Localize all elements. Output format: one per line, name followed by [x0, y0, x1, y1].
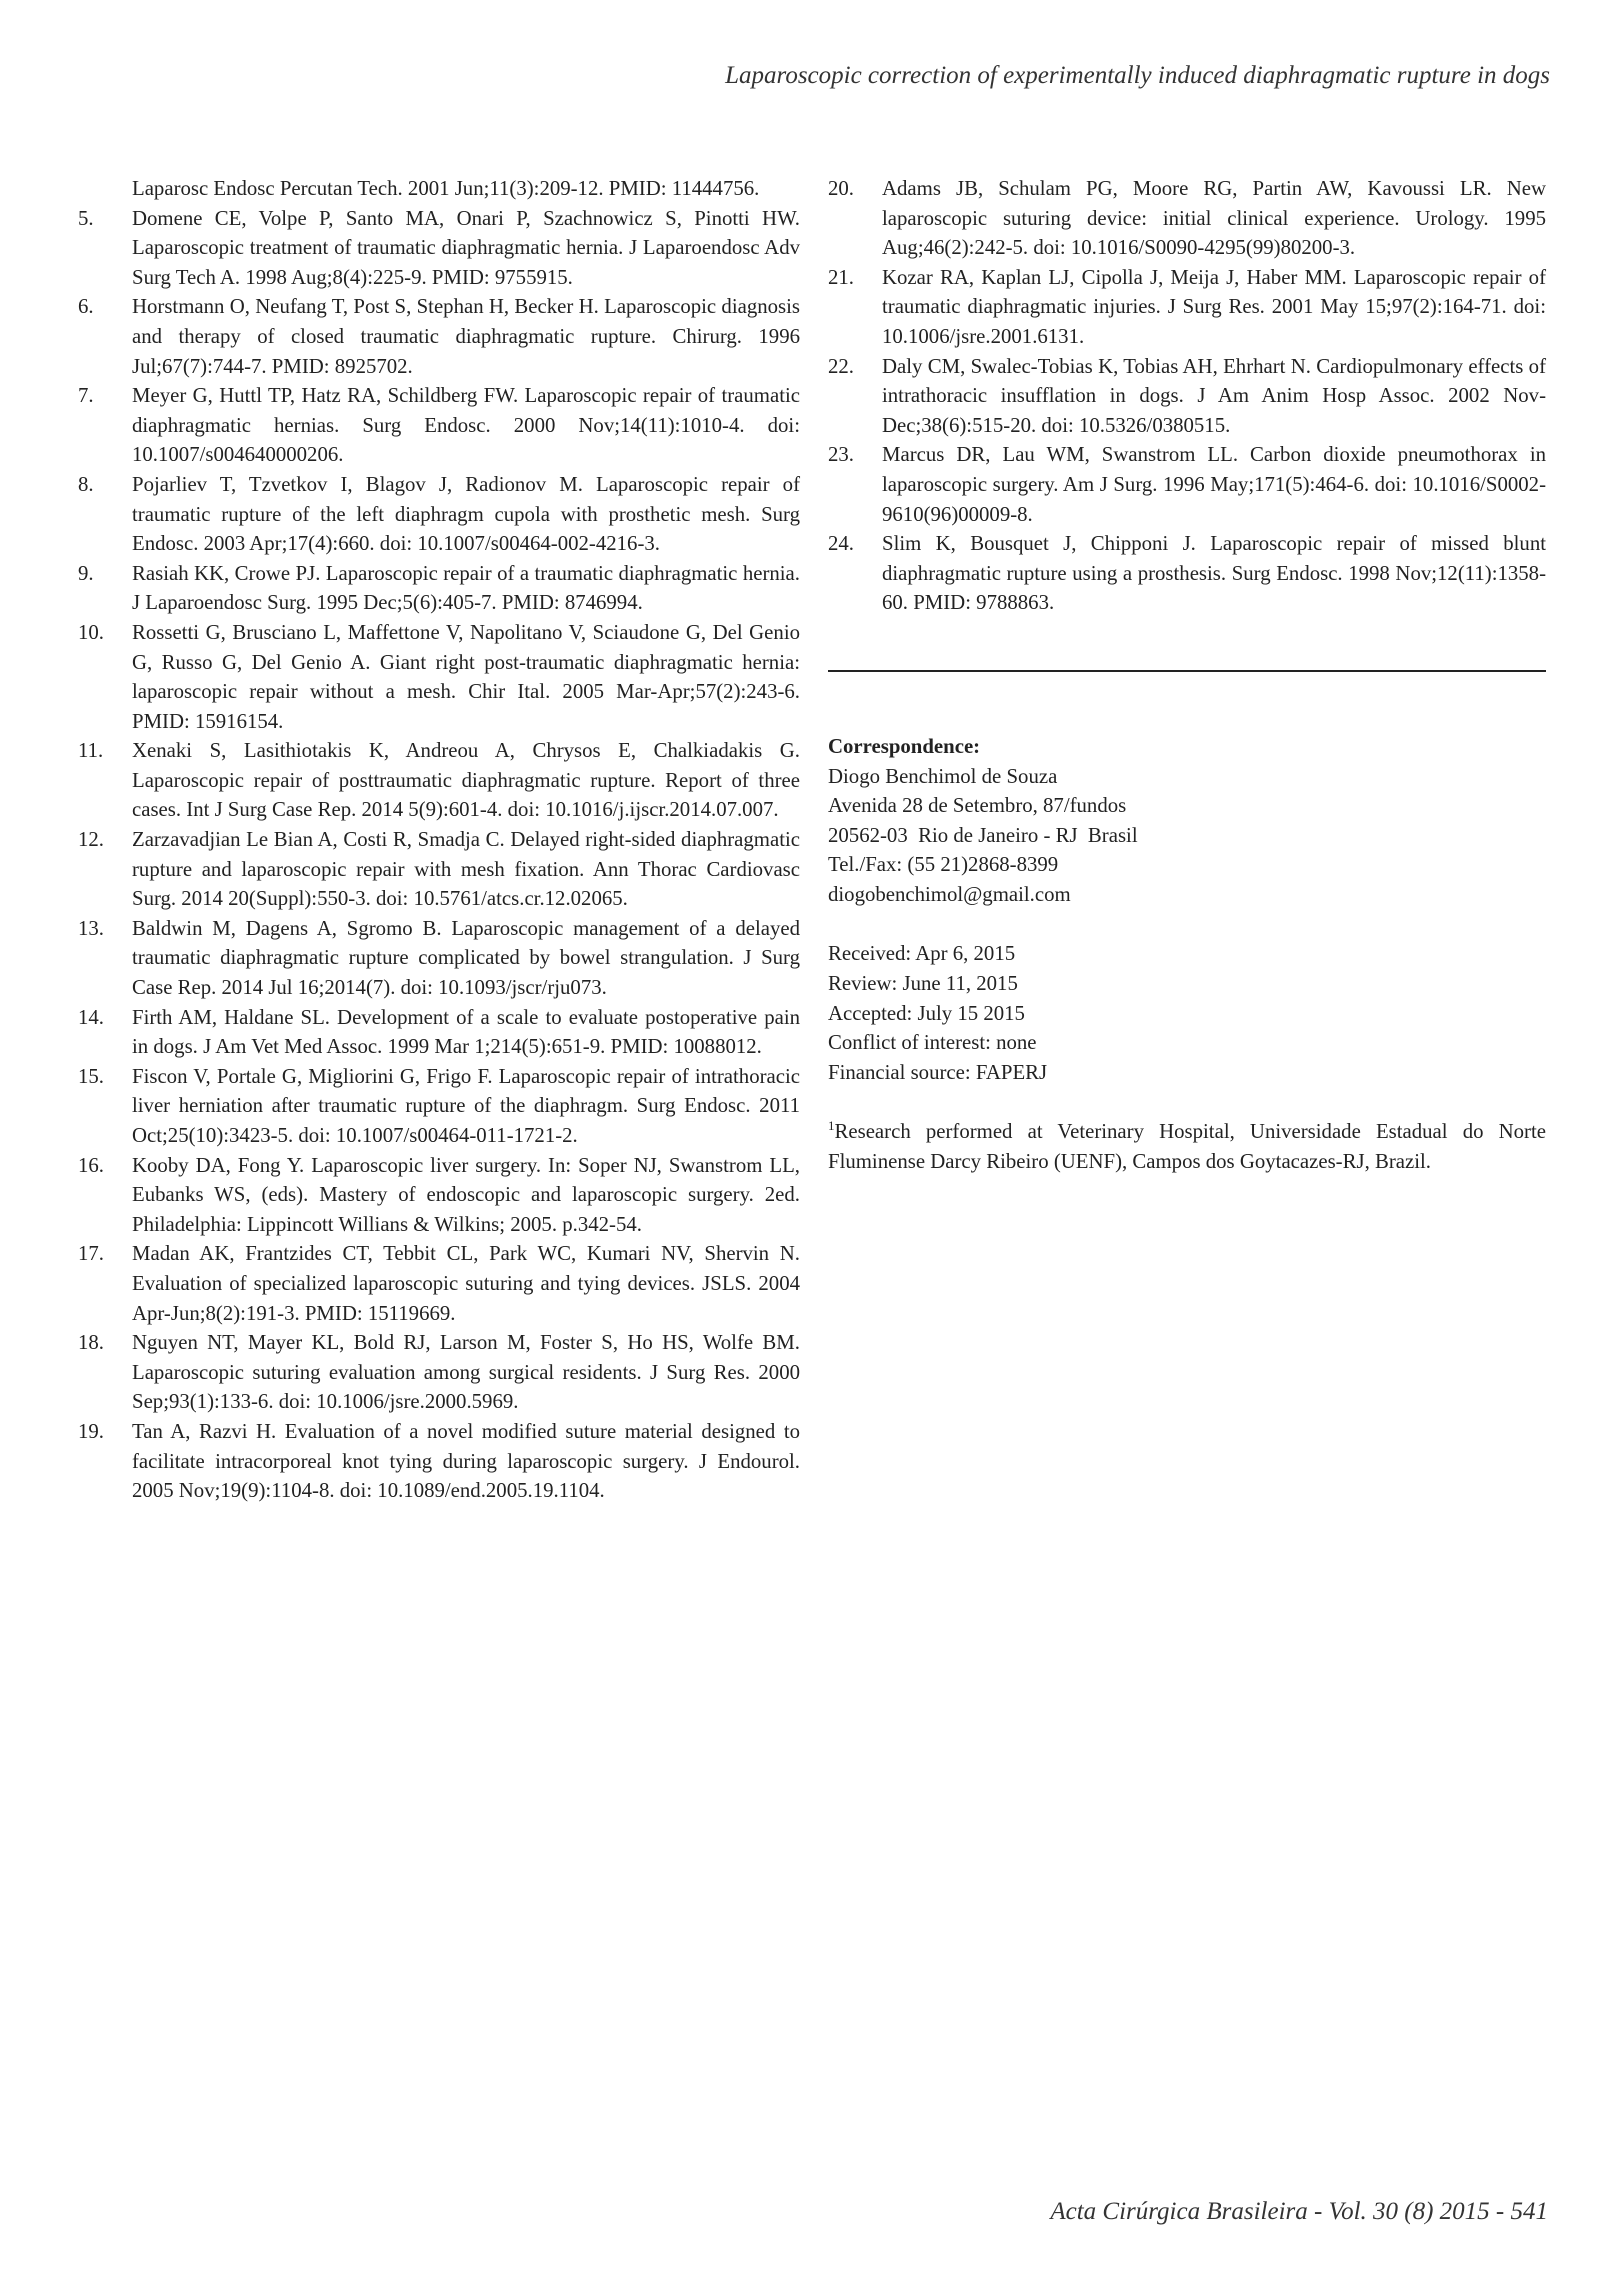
reference-text: Xenaki S, Lasithiotakis K, Andreou A, Chrysos E, Chalkiadakis G. Laparoscopic repair of posttraumatic diaphragmatic rupture. Report of three cases. Int J Surg Case Rep. 2014 5(9):601-4. doi: 10.1016/j.ijscr.2014.07.007.: [132, 739, 800, 822]
correspondence-email: diogobenchimol@gmail.com: [828, 882, 1071, 906]
reference-text: Kozar RA, Kaplan LJ, Cipolla J, Meija J, Haber MM. Laparoscopic repair of traumatic diaphragmatic injuries. J Surg Res. 2001 May 15;97(2):164-71. doi: 10.1006/jsre.2001.6131.: [882, 265, 1546, 348]
reference-item: [78, 292, 800, 381]
correspondence-address-line1: Avenida 28 de Setembro, 87/fundos: [828, 794, 1127, 818]
reference-item: [78, 204, 800, 293]
reference-text: Laparosc Endosc Percutan Tech. 2001 Jun;11(3):209-12. PMID: 11444756.: [132, 177, 760, 200]
accepted-date: Accepted: July 15 2015: [828, 1001, 1025, 1025]
reference-number: 9.: [78, 561, 94, 585]
reference-number: 14.: [78, 1005, 104, 1029]
reference-number: 13.: [78, 916, 104, 940]
reference-item: [78, 1328, 800, 1417]
correspondence-name: Diogo Benchimol de Souza: [828, 764, 1058, 788]
reference-text: Nguyen NT, Mayer KL, Bold RJ, Larson M, Foster S, Ho HS, Wolfe BM. Laparoscopic suturing evaluation among surgical residents. J Surg Res. 2000 Sep;93(1):133-6. doi: 10.1006/jsre.2000.5969.: [132, 1331, 800, 1414]
reference-item: [78, 1239, 800, 1328]
reference-text: Domene CE, Volpe P, Santo MA, Onari P, Szachnowicz S, Pinotti HW. Laparoscopic treatment of traumatic diaphragmatic hernia. J Laparoendosc Adv Surg Tech A. 1998 Aug;8(4):225-9. PMID: 9755915.: [132, 206, 800, 289]
reference-text: Zarzavadjian Le Bian A, Costi R, Smadja C. Delayed right-sided diaphragmatic rupture and laparoscopic repair with mesh fixation. Ann Thorac Cardiovasc Surg. 2014 20(Suppl):550-3. doi: 10.5761/atcs.cr.12.02065.: [132, 828, 800, 911]
correspondence-title: Correspondence:: [828, 734, 981, 758]
correspondence-address-line2: 20562-03 Rio de Janeiro - RJ Brasil: [828, 823, 1138, 847]
financial-source: Financial source: FAPERJ: [828, 1060, 1048, 1084]
review-date: Review: June 11, 2015: [828, 972, 1018, 996]
reference-number: 5.: [78, 206, 94, 230]
reference-number: 18.: [78, 1331, 104, 1355]
reference-number: 6.: [78, 295, 94, 319]
reference-item: [78, 470, 800, 559]
reference-item: [78, 559, 800, 618]
reference-number: 16.: [78, 1153, 104, 1177]
reference-text: Fiscon V, Portale G, Migliorini G, Frigo F. Laparoscopic repair of intrathoracic liver herniation after traumatic rupture of the diaphragm. Surg Endosc. 2011 Oct;25(10):3423-5. doi: 10.1007/s00464-011-1721-2.: [132, 1064, 800, 1147]
right-column: [828, 174, 1546, 1177]
reference-text: Tan A, Razvi H. Evaluation of a novel modified suture material designed to facilitate intracorporeal knot tying during laparoscopic surgery. J Endourol. 2005 Nov;19(9):1104-8. doi: 10.1089/end.2005.19.1104.: [132, 1419, 800, 1503]
reference-item: [78, 1062, 800, 1151]
reference-text: Daly CM, Swalec-Tobias K, Tobias AH, Ehrhart N. Cardiopulmonary effects of intrathoracic insufflation in dogs. J Am Anim Hosp Assoc. 2002 Nov-Dec;38(6):515-20. doi: 10.5326/0380515.: [882, 354, 1546, 437]
reference-continuation: [78, 174, 800, 204]
reference-number: 17.: [78, 1242, 104, 1266]
reference-item: [78, 736, 800, 825]
reference-item: [78, 381, 800, 470]
section-divider: [828, 670, 1546, 672]
reference-number: 15.: [78, 1064, 104, 1088]
reference-number: 8.: [78, 472, 94, 496]
reference-item: [828, 263, 1546, 352]
journal-footer: Acta Cirúrgica Brasileira - Vol. 30 (8) 2015 - 541: [1050, 2198, 1548, 2225]
reference-number: 12.: [78, 828, 104, 852]
reference-number: 22.: [828, 354, 854, 378]
reference-text: Baldwin M, Dagens A, Sgromo B. Laparoscopic management of a delayed traumatic diaphragmatic rupture complicated by bowel strangulation. J Surg Case Rep. 2014 Jul 16;2014(7). doi: 10.1093/jscr/rju073.: [132, 916, 800, 1000]
reference-number: 11.: [78, 739, 104, 763]
reference-text: Firth AM, Haldane SL. Development of a scale to evaluate postoperative pain in dogs. J Am Vet Med Assoc. 1999 Mar 1;214(5):651-9. PMID: 10088012.: [132, 1005, 800, 1059]
received-date: Received: Apr 6, 2015: [828, 942, 1016, 966]
affiliation-footnote: [828, 1117, 1546, 1176]
reference-number: 23.: [828, 443, 854, 467]
reference-number: 19.: [78, 1419, 104, 1443]
reference-number: 10.: [78, 620, 104, 644]
reference-text: Pojarliev T, Tzvetkov I, Blagov J, Radionov M. Laparoscopic repair of traumatic rupture of the left diaphragm cupola with prosthetic mesh. Surg Endosc. 2003 Apr;17(4):660. doi: 10.1007/s00464-002-4216-3.: [132, 472, 800, 556]
left-column: [78, 174, 800, 1506]
reference-number: 7.: [78, 384, 94, 408]
footnote-text: Research performed at Veterinary Hospital, Universidade Estadual do Norte Fluminense Darcy Ribeiro (UENF), Campos dos Goytacazes-RJ, Brazil.: [828, 1120, 1546, 1174]
reference-text: Madan AK, Frantzides CT, Tebbit CL, Park WC, Kumari NV, Shervin N. Evaluation of specialized laparoscopic suturing and tying devices. JSLS. 2004 Apr-Jun;8(2):191-3. PMID: 15119669.: [132, 1242, 800, 1325]
reference-item: [78, 914, 800, 1003]
reference-item: [78, 825, 800, 914]
reference-text: Rossetti G, Brusciano L, Maffettone V, Napolitano V, Sciaudone G, Del Genio G, Russo G, Del Genio A. Giant right post-traumatic diaphragmatic hernia: laparoscopic repair without a mesh. Chir Ital. 2005 Mar-Apr;57(2):243-6. PMID: 15916154.: [132, 620, 800, 733]
reference-text: Adams JB, Schulam PG, Moore RG, Partin AW, Kavoussi LR. New laparoscopic suturing device: initial clinical experience. Urology. 1995 Aug;46(2):242-5. doi: 10.1016/S0090-4295(99)80200-3.: [882, 177, 1546, 260]
correspondence-phone: Tel./Fax: (55 21)2868-8399: [828, 853, 1059, 877]
reference-number: 24.: [828, 532, 854, 556]
reference-text: Meyer G, Huttl TP, Hatz RA, Schildberg FW. Laparoscopic repair of traumatic diaphragmatic hernias. Surg Endosc. 2000 Nov;14(11):1010-4. doi: 10.1007/s004640000206.: [132, 384, 800, 467]
reference-text: Marcus DR, Lau WM, Swanstrom LL. Carbon dioxide pneumothorax in laparoscopic surgery. Am J Surg. 1996 May;171(5):464-6. doi: 10.1016/S0002-9610(96)00009-8.: [882, 443, 1546, 526]
reference-item: [828, 529, 1546, 618]
footnote-marker: 1: [828, 1118, 835, 1134]
reference-item: [78, 1417, 800, 1506]
reference-item: [78, 1003, 800, 1062]
reference-text: Horstmann O, Neufang T, Post S, Stephan H, Becker H. Laparoscopic diagnosis and therapy of closed traumatic diaphragmatic rupture. Chirurg. 1996 Jul;67(7):744-7. PMID: 8925702.: [132, 295, 800, 378]
reference-item: [828, 440, 1546, 529]
reference-item: [828, 352, 1546, 441]
reference-number: 20.: [828, 177, 854, 200]
conflict-of-interest: Conflict of interest: none: [828, 1031, 1037, 1055]
reference-item: [78, 618, 800, 736]
reference-item: [828, 174, 1546, 263]
running-header: Laparoscopic correction of experimentally induced diaphragmatic rupture in dogs: [725, 62, 1550, 89]
reference-text: Kooby DA, Fong Y. Laparoscopic liver surgery. In: Soper NJ, Swanstrom LL, Eubanks WS, (eds). Mastery of endoscopic and laparoscopic surgery. 2ed. Philadelphia: Lippincott Willians & Wilkins; 2005. p.342-54.: [132, 1153, 800, 1236]
reference-number: 21.: [828, 265, 854, 289]
reference-text: Rasiah KK, Crowe PJ. Laparoscopic repair of a traumatic diaphragmatic hernia. J Laparoendosc Surg. 1995 Dec;5(6):405-7. PMID: 8746994.: [132, 561, 800, 615]
reference-item: [78, 1151, 800, 1240]
reference-text: Slim K, Bousquet J, Chipponi J. Laparoscopic repair of missed blunt diaphragmatic rupture using a prosthesis. Surg Endosc. 1998 Nov;12(11):1358-60. PMID: 9788863.: [882, 532, 1546, 615]
